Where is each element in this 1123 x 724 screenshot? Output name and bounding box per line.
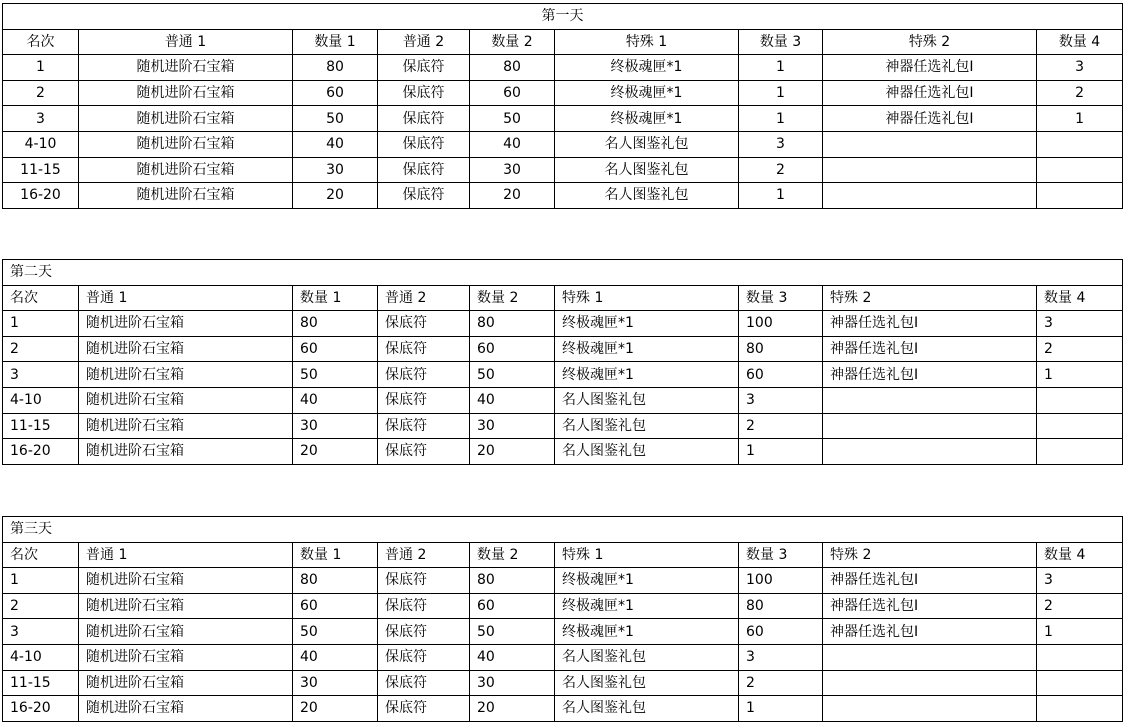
table-cell: 保底符 <box>378 131 470 157</box>
table-cell: 保底符 <box>378 413 470 439</box>
column-header: 特殊 1 <box>555 285 739 311</box>
table-cell: 30 <box>470 413 555 439</box>
table-cell: 80 <box>293 568 378 594</box>
table-cell: 40 <box>293 131 378 157</box>
table-row <box>3 106 1123 132</box>
table-cell <box>823 696 1037 722</box>
table-cell: 60 <box>293 80 378 106</box>
table-cell: 1 <box>3 311 79 337</box>
table-cell: 60 <box>293 336 378 362</box>
table-header-row <box>3 285 1123 311</box>
table-cell: 50 <box>470 619 555 645</box>
table-cell: 终极魂匣*1 <box>555 106 739 132</box>
table-cell: 终极魂匣*1 <box>555 362 739 388</box>
table-cell: 80 <box>293 311 378 337</box>
table-cell: 名人图鉴礼包 <box>555 439 739 465</box>
table-cell: 2 <box>1037 336 1123 362</box>
table-cell: 80 <box>470 55 555 81</box>
table-cell: 3 <box>739 131 823 157</box>
reward-table-day3 <box>2 516 1123 722</box>
table-cell: 保底符 <box>378 362 470 388</box>
table-header-row <box>3 29 1123 55</box>
column-header: 名次 <box>3 542 79 568</box>
table-cell: 2 <box>1037 80 1123 106</box>
table-cell: 神器任选礼包Ⅰ <box>823 55 1037 81</box>
table-cell: 3 <box>1037 55 1123 81</box>
table-cell: 50 <box>293 106 378 132</box>
table-cell: 1 <box>739 696 823 722</box>
table-cell: 保底符 <box>378 439 470 465</box>
column-header: 普通 1 <box>79 542 293 568</box>
table-cell: 1 <box>1037 106 1123 132</box>
table-cell: 随机进阶石宝箱 <box>79 413 293 439</box>
table-cell: 2 <box>3 80 79 106</box>
table-cell: 3 <box>3 619 79 645</box>
table-cell <box>823 670 1037 696</box>
table-row <box>3 131 1123 157</box>
table-cell: 保底符 <box>378 311 470 337</box>
column-header: 数量 1 <box>293 29 378 55</box>
table-cell: 保底符 <box>378 183 470 209</box>
table-cell: 终极魂匣*1 <box>555 619 739 645</box>
table-cell: 保底符 <box>378 619 470 645</box>
table-cell: 保底符 <box>378 106 470 132</box>
table-cell: 名人图鉴礼包 <box>555 183 739 209</box>
table-header-row <box>3 542 1123 568</box>
table-cell <box>823 183 1037 209</box>
table-cell: 3 <box>3 362 79 388</box>
table-row <box>3 696 1123 722</box>
reward-table-day1 <box>2 3 1123 209</box>
table-cell: 终极魂匣*1 <box>555 593 739 619</box>
table-cell: 随机进阶石宝箱 <box>79 131 293 157</box>
table-cell: 60 <box>470 593 555 619</box>
table-row <box>3 644 1123 670</box>
table-cell: 50 <box>470 106 555 132</box>
table-cell: 保底符 <box>378 670 470 696</box>
table-cell: 1 <box>3 55 79 81</box>
table-cell: 1 <box>739 439 823 465</box>
column-header: 普通 2 <box>378 285 470 311</box>
table-cell: 60 <box>470 336 555 362</box>
table-cell: 30 <box>293 413 378 439</box>
reward-table-day2 <box>2 259 1123 465</box>
table-cell: 保底符 <box>378 644 470 670</box>
table-cell: 2 <box>3 593 79 619</box>
table-title: 第二天 <box>3 260 1123 286</box>
table-cell <box>1037 696 1123 722</box>
table-cell: 神器任选礼包Ⅰ <box>823 593 1037 619</box>
table-cell <box>1037 670 1123 696</box>
table-cell: 1 <box>1037 362 1123 388</box>
table-cell: 神器任选礼包Ⅰ <box>823 568 1037 594</box>
column-header: 普通 2 <box>378 542 470 568</box>
table-cell: 随机进阶石宝箱 <box>79 336 293 362</box>
table-cell: 保底符 <box>378 568 470 594</box>
table-row <box>3 336 1123 362</box>
table-cell: 30 <box>293 670 378 696</box>
table-cell: 4-10 <box>3 387 79 413</box>
table-cell: 随机进阶石宝箱 <box>79 157 293 183</box>
table-cell: 3 <box>1037 311 1123 337</box>
table-cell: 神器任选礼包Ⅰ <box>823 311 1037 337</box>
table-row <box>3 80 1123 106</box>
table-cell: 3 <box>3 106 79 132</box>
column-header: 特殊 1 <box>555 29 739 55</box>
table-cell <box>1037 644 1123 670</box>
table-cell: 随机进阶石宝箱 <box>79 593 293 619</box>
table-cell: 3 <box>739 387 823 413</box>
table-cell: 50 <box>293 362 378 388</box>
table-cell: 80 <box>739 593 823 619</box>
table-cell: 终极魂匣*1 <box>555 336 739 362</box>
table-cell: 神器任选礼包Ⅰ <box>823 80 1037 106</box>
column-header: 名次 <box>3 29 79 55</box>
column-header: 特殊 2 <box>823 542 1037 568</box>
table-cell: 神器任选礼包Ⅰ <box>823 106 1037 132</box>
table-cell <box>823 131 1037 157</box>
table-cell: 80 <box>293 55 378 81</box>
column-header: 名次 <box>3 285 79 311</box>
table-cell <box>1037 439 1123 465</box>
table-cell: 随机进阶石宝箱 <box>79 619 293 645</box>
column-header: 数量 4 <box>1037 542 1123 568</box>
column-header: 特殊 2 <box>823 29 1037 55</box>
table-cell: 50 <box>293 619 378 645</box>
table-cell: 随机进阶石宝箱 <box>79 439 293 465</box>
table-cell <box>1037 131 1123 157</box>
table-cell: 30 <box>470 670 555 696</box>
table-cell: 20 <box>470 183 555 209</box>
table-cell: 随机进阶石宝箱 <box>79 106 293 132</box>
table-cell: 名人图鉴礼包 <box>555 644 739 670</box>
table-cell: 2 <box>3 336 79 362</box>
table-cell: 1 <box>739 55 823 81</box>
table-cell: 保底符 <box>378 80 470 106</box>
table-cell: 50 <box>470 362 555 388</box>
table-cell: 保底符 <box>378 387 470 413</box>
column-header: 数量 4 <box>1037 29 1123 55</box>
table-cell: 随机进阶石宝箱 <box>79 183 293 209</box>
table-cell <box>823 387 1037 413</box>
table-cell: 20 <box>293 183 378 209</box>
column-header: 数量 4 <box>1037 285 1123 311</box>
table-cell: 随机进阶石宝箱 <box>79 55 293 81</box>
table-cell: 60 <box>739 362 823 388</box>
table-cell: 11-15 <box>3 157 79 183</box>
table-cell: 名人图鉴礼包 <box>555 157 739 183</box>
table-cell <box>823 413 1037 439</box>
table-cell: 名人图鉴礼包 <box>555 387 739 413</box>
table-cell: 随机进阶石宝箱 <box>79 387 293 413</box>
table-cell: 40 <box>293 387 378 413</box>
column-header: 特殊 2 <box>823 285 1037 311</box>
table-cell: 2 <box>739 670 823 696</box>
table-cell: 名人图鉴礼包 <box>555 670 739 696</box>
table-cell: 20 <box>470 696 555 722</box>
table-cell: 神器任选礼包Ⅰ <box>823 336 1037 362</box>
table-cell: 30 <box>293 157 378 183</box>
table-cell <box>823 439 1037 465</box>
table-cell: 16-20 <box>3 183 79 209</box>
table-cell: 保底符 <box>378 593 470 619</box>
table-cell: 随机进阶石宝箱 <box>79 311 293 337</box>
table-cell: 名人图鉴礼包 <box>555 413 739 439</box>
column-header: 数量 1 <box>293 285 378 311</box>
table-cell: 2 <box>739 157 823 183</box>
table-cell: 20 <box>293 696 378 722</box>
column-header: 普通 1 <box>79 29 293 55</box>
table-cell: 40 <box>470 387 555 413</box>
table-row <box>3 619 1123 645</box>
table-cell: 随机进阶石宝箱 <box>79 644 293 670</box>
table-cell: 1 <box>739 106 823 132</box>
table-cell: 1 <box>739 80 823 106</box>
table-cell: 终极魂匣*1 <box>555 55 739 81</box>
table-cell: 60 <box>739 619 823 645</box>
table-cell <box>1037 387 1123 413</box>
table-cell: 80 <box>739 336 823 362</box>
table-cell: 60 <box>293 593 378 619</box>
table-cell: 3 <box>1037 568 1123 594</box>
table-cell <box>1037 183 1123 209</box>
table-cell: 保底符 <box>378 55 470 81</box>
table-cell: 随机进阶石宝箱 <box>79 362 293 388</box>
table-cell: 40 <box>470 131 555 157</box>
table-cell: 60 <box>470 80 555 106</box>
table-cell: 终极魂匣*1 <box>555 311 739 337</box>
table-cell: 20 <box>293 439 378 465</box>
column-header: 数量 2 <box>470 285 555 311</box>
table-cell: 随机进阶石宝箱 <box>79 568 293 594</box>
table-cell: 名人图鉴礼包 <box>555 131 739 157</box>
table-cell: 80 <box>470 568 555 594</box>
column-header: 特殊 1 <box>555 542 739 568</box>
table-cell: 4-10 <box>3 131 79 157</box>
table-row <box>3 387 1123 413</box>
column-header: 数量 3 <box>739 542 823 568</box>
table-row <box>3 55 1123 81</box>
table-cell: 11-15 <box>3 670 79 696</box>
table-title: 第一天 <box>3 4 1123 30</box>
table-cell: 2 <box>739 413 823 439</box>
table-cell: 1 <box>3 568 79 594</box>
table-cell: 2 <box>1037 593 1123 619</box>
table-cell <box>1037 157 1123 183</box>
column-header: 数量 2 <box>470 542 555 568</box>
table-cell: 100 <box>739 568 823 594</box>
table-cell: 随机进阶石宝箱 <box>79 696 293 722</box>
table-cell: 40 <box>293 644 378 670</box>
table-row <box>3 439 1123 465</box>
table-cell: 终极魂匣*1 <box>555 568 739 594</box>
column-header: 普通 2 <box>378 29 470 55</box>
table-row <box>3 593 1123 619</box>
table-row <box>3 183 1123 209</box>
table-cell: 名人图鉴礼包 <box>555 696 739 722</box>
table-cell: 保底符 <box>378 336 470 362</box>
table-cell: 随机进阶石宝箱 <box>79 80 293 106</box>
column-header: 数量 3 <box>739 285 823 311</box>
table-cell: 神器任选礼包Ⅰ <box>823 362 1037 388</box>
table-row <box>3 413 1123 439</box>
column-header: 数量 2 <box>470 29 555 55</box>
table-cell: 30 <box>470 157 555 183</box>
table-row <box>3 362 1123 388</box>
table-cell: 3 <box>739 644 823 670</box>
table-cell <box>823 644 1037 670</box>
table-cell: 保底符 <box>378 696 470 722</box>
table-cell: 1 <box>1037 619 1123 645</box>
table-row <box>3 670 1123 696</box>
table-cell: 100 <box>739 311 823 337</box>
table-cell: 神器任选礼包Ⅰ <box>823 619 1037 645</box>
table-cell: 1 <box>739 183 823 209</box>
table-title: 第三天 <box>3 517 1123 543</box>
table-cell: 80 <box>470 311 555 337</box>
table-cell <box>1037 413 1123 439</box>
table-cell: 随机进阶石宝箱 <box>79 670 293 696</box>
table-cell: 16-20 <box>3 696 79 722</box>
table-cell: 16-20 <box>3 439 79 465</box>
table-cell <box>823 157 1037 183</box>
column-header: 普通 1 <box>79 285 293 311</box>
column-header: 数量 3 <box>739 29 823 55</box>
table-cell: 40 <box>470 644 555 670</box>
table-row <box>3 157 1123 183</box>
column-header: 数量 1 <box>293 542 378 568</box>
table-cell: 保底符 <box>378 157 470 183</box>
table-cell: 终极魂匣*1 <box>555 80 739 106</box>
table-cell: 11-15 <box>3 413 79 439</box>
table-cell: 20 <box>470 439 555 465</box>
table-cell: 4-10 <box>3 644 79 670</box>
table-row <box>3 311 1123 337</box>
table-row <box>3 568 1123 594</box>
